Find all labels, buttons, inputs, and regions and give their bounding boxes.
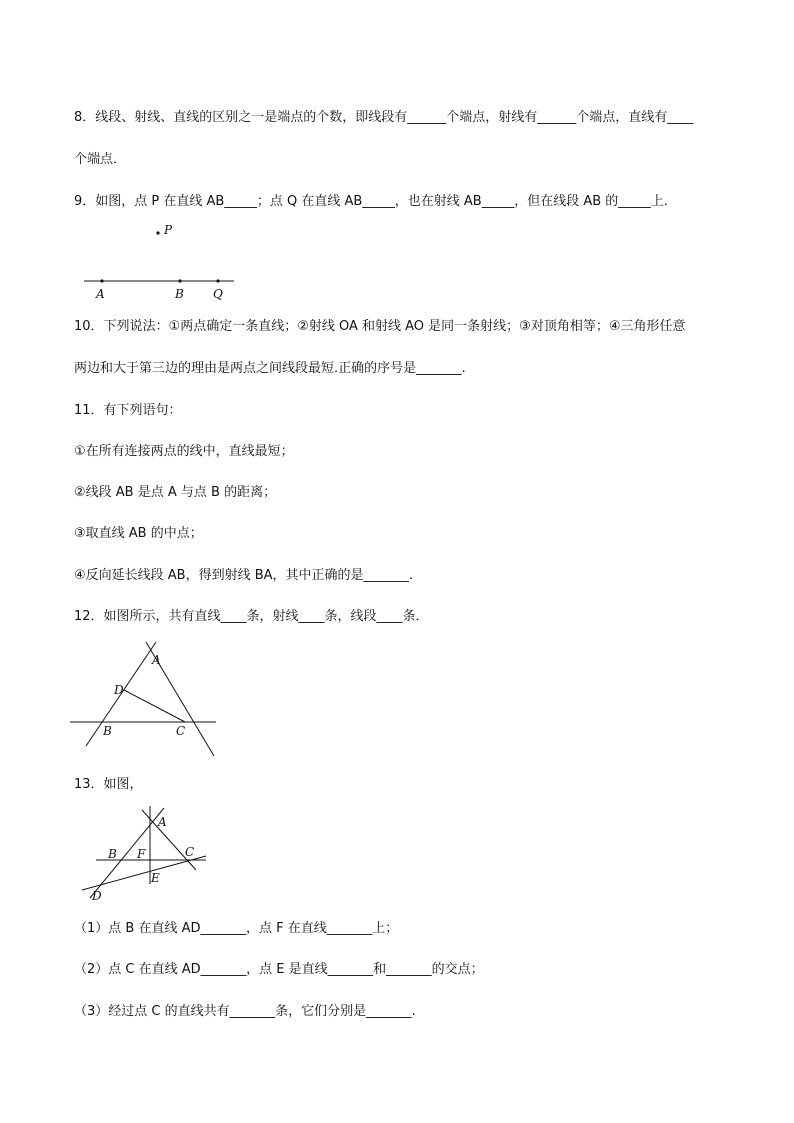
q13-label-f: F bbox=[137, 847, 146, 861]
q10-line2: 两边和大于第三边的理由是两点之间线段最短.正确的序号是_______. bbox=[74, 361, 466, 376]
q12-figure bbox=[70, 640, 220, 760]
q12-label-a: A bbox=[152, 653, 161, 667]
q12-segment-dc bbox=[124, 690, 185, 722]
q13-label-c: C bbox=[185, 845, 195, 859]
q9-figure bbox=[74, 218, 244, 306]
q13-item-3: （3）经过点 C 的直线共有_______条，它们分别是_______. bbox=[74, 1004, 416, 1019]
q12-label-c: C bbox=[176, 724, 186, 738]
q13-item-2: （2）点 C 在直线 AD_______，点 E 是直线_______和_______的交点； bbox=[74, 962, 484, 977]
q9-label-p: P bbox=[164, 223, 173, 237]
q9-point-p bbox=[156, 231, 159, 234]
q8-line1: 8．线段、射线、直线的区别之一是端点的个数，即线段有______个端点，射线有______个端点，直线有____ bbox=[74, 110, 694, 125]
q9-label-a: A bbox=[96, 287, 105, 301]
q10-line1: 10．下列说法：①两点确定一条直线；②射线 OA 和射线 AO 是同一条射线；③对顶角相等；④三角形任意 bbox=[74, 319, 686, 334]
q13-figure bbox=[78, 804, 213, 904]
q12-label-b: B bbox=[103, 724, 112, 738]
q11-item-2: ②线段 AB 是点 A 与点 B 的距离； bbox=[74, 485, 277, 500]
q9-point-a bbox=[100, 279, 103, 282]
q12-label-d: D bbox=[114, 683, 124, 697]
q13-item-1: （1）点 B 在直线 AD_______，点 F 在直线_______上； bbox=[74, 921, 399, 936]
q11-title: 11．有下列语句： bbox=[74, 403, 182, 418]
q13-label-b: B bbox=[108, 847, 117, 861]
q9-point-q bbox=[216, 279, 219, 282]
q11-item-3: ③取直线 AB 的中点； bbox=[74, 526, 203, 541]
q8-line2: 个端点． bbox=[74, 152, 127, 167]
q9-point-b bbox=[178, 279, 181, 282]
q13-label-a: A bbox=[158, 815, 167, 829]
q13-line-dc bbox=[82, 856, 206, 890]
q11-item-1: ①在所有连接两点的线中，直线最短； bbox=[74, 444, 294, 459]
q12-text: 12．如图所示，共有直线____条，射线____条，线段____条． bbox=[74, 609, 429, 624]
q9-label-q: Q bbox=[213, 287, 223, 301]
q13-label-e: E bbox=[151, 871, 160, 885]
q13-title: 13．如图， bbox=[74, 777, 143, 792]
q9-text: 9．如图，点 P 在直线 AB_____；点 Q 在直线 AB_____，也在射线 AB_____，但在线段 AB 的_____上． bbox=[74, 194, 677, 209]
q9-label-b: B bbox=[175, 287, 184, 301]
q13-label-d: D bbox=[92, 889, 102, 903]
q11-item-4: ④反向延长线段 AB，得到射线 BA，其中正确的是_______. bbox=[74, 568, 414, 583]
